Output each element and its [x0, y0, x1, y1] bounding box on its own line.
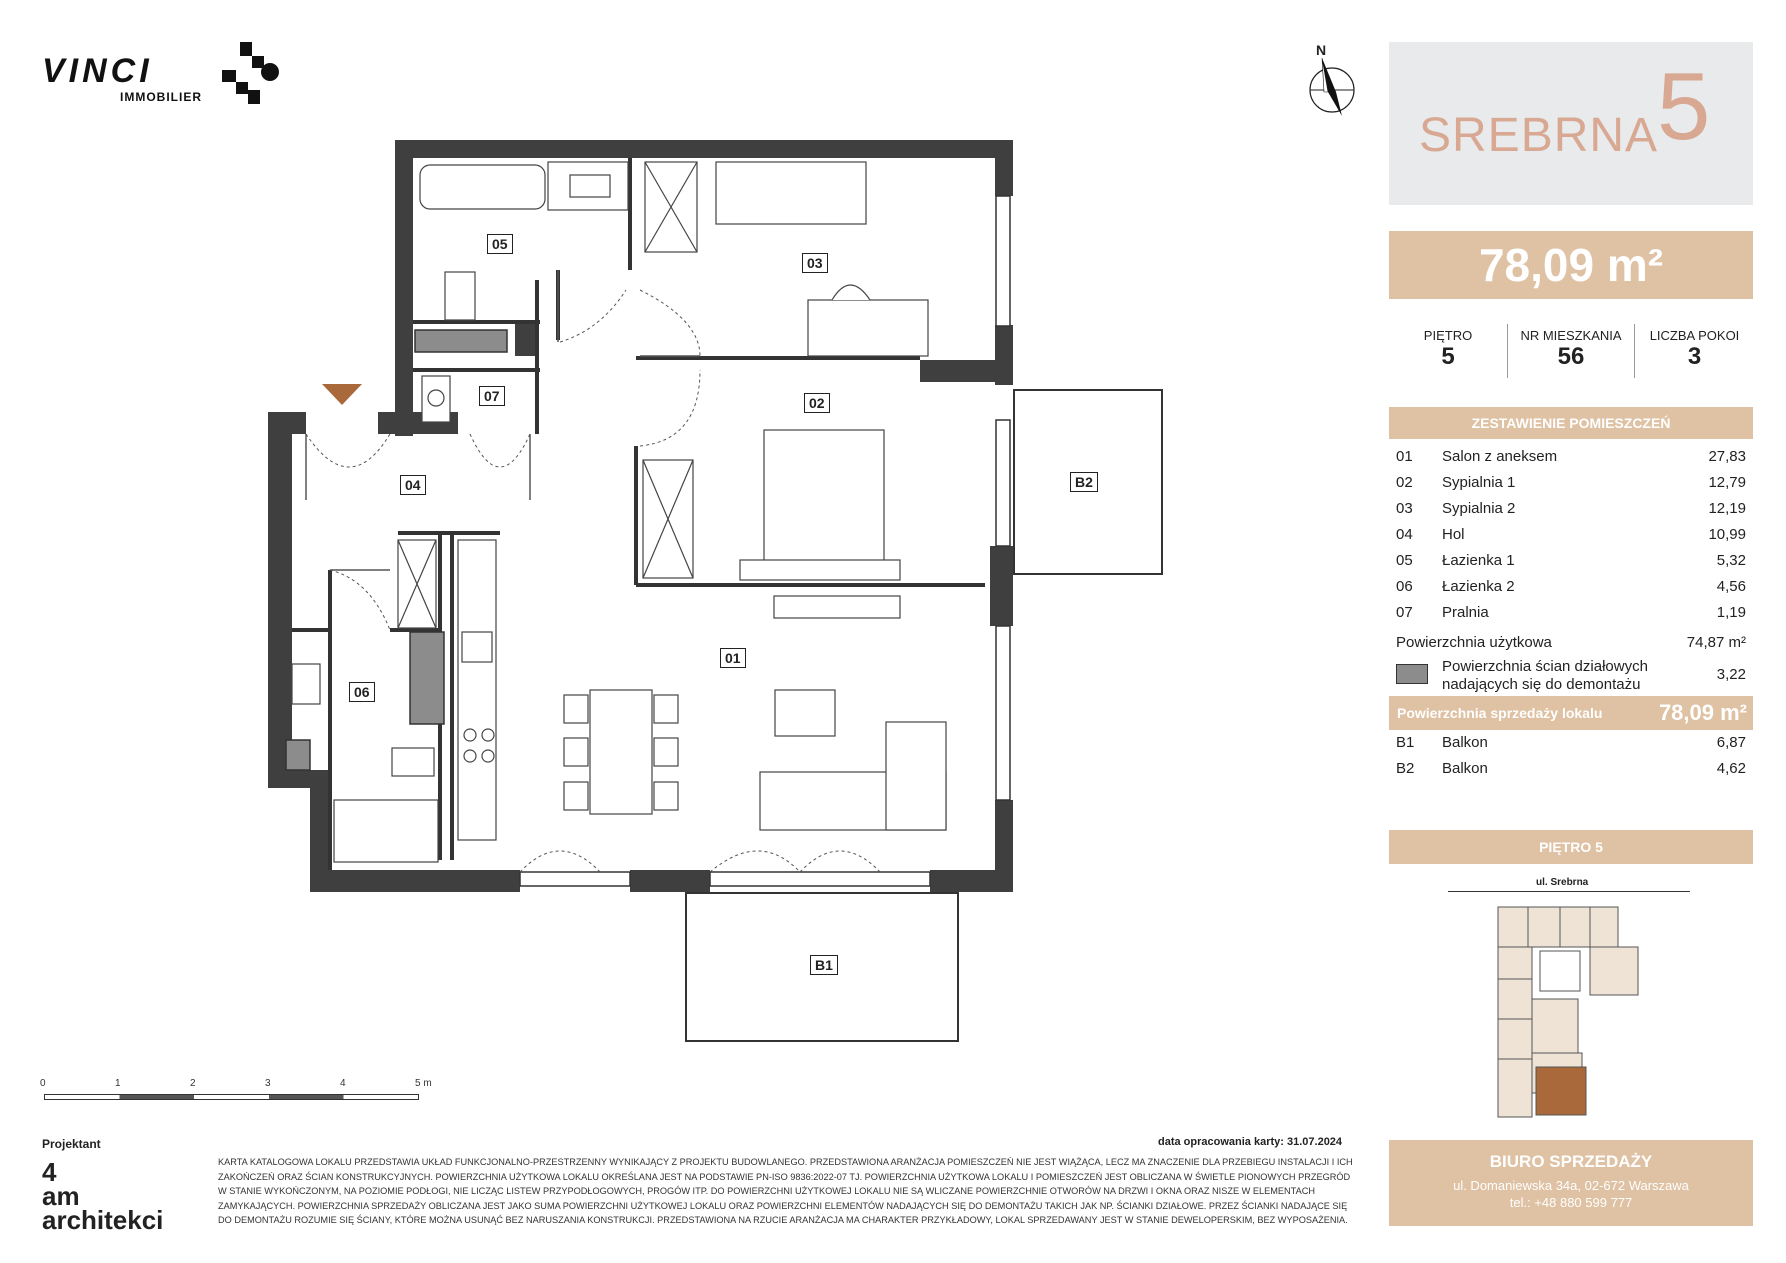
wall-area-label-line1: Powierzchnia ścian działowych [1442, 658, 1648, 675]
room-num: 01 [1396, 448, 1413, 465]
room-row [1396, 552, 1746, 574]
room-row [1396, 578, 1746, 600]
logo-wordmark: VINCI [42, 52, 153, 90]
street-line [1448, 891, 1690, 892]
room-name: Hol [1442, 526, 1465, 543]
balcony-label-b2: B2 [1070, 472, 1098, 492]
scale-tick-4: 4 [340, 1078, 346, 1089]
stat-divider [1634, 324, 1635, 378]
office-title: BIURO SPRZEDAŻY [1489, 1152, 1653, 1171]
disclaimer-line: DO DEMONTAŻU ROZUMIE SIĘ ŚCIANY, KTÓRE MOŻNA USUNĄĆ BEZ NARUSZANIA KONSTRUKCJI. PRZEDSTAWIONA NA RZUCIE ARANŻACJA MA CHARAKTER PRZYKŁADOWY, LOKAL SPRZEDAWANY JEST W STANIE DEWELOPERSKIM, BEZ WYPOSAŻENIA. [218, 1215, 1348, 1225]
stat-rooms-value: 3 [1687, 343, 1702, 370]
door-leaves [306, 270, 700, 570]
stat-apartment-label: NR MIESZKANIA [1520, 328, 1622, 343]
disclaimer-line: W STANIE WYKOŃCZONYM, NA POZIOMIE PODŁOGI, NIE LICZĄC LISTEW PRZYPODŁOGOWYCH, PROGÓW ITP. DO POWIERZCHNI UŻYTKOWEJ LOKALU NIE SĄ WLICZANE POWIERZCHNIE OTWORÓW NA DRZWI I OKNA ORAZ NISZE W ELEMENTACH [218, 1186, 1315, 1196]
designer-line1: 4 [42, 1157, 57, 1187]
scale-tick-5: 5 m [415, 1078, 432, 1089]
balcony-num: B1 [1396, 734, 1415, 751]
wall-area-label [1442, 658, 1648, 694]
stat-floor-label: PIĘTRO [1423, 328, 1473, 343]
street-label: ul. Srebrna [1536, 877, 1589, 888]
room-num: 02 [1396, 474, 1413, 491]
sales-office [1389, 1140, 1753, 1226]
brand-name: SREBRNA [1419, 109, 1659, 162]
designer-line2: am [42, 1181, 80, 1211]
stat-rooms [1636, 328, 1753, 371]
room-area: 27,83 [1708, 448, 1746, 465]
stat-divider [1507, 324, 1508, 378]
stat-floor [1389, 328, 1507, 371]
compass-north-label: N [1316, 42, 1327, 58]
room-name: Sypialnia 2 [1442, 500, 1516, 517]
entrance-marker-icon [322, 384, 362, 405]
stat-apartment-value: 56 [1557, 343, 1585, 370]
balcony-name: Balkon [1442, 734, 1488, 751]
furniture [292, 162, 946, 862]
key-plan [1440, 875, 1690, 1125]
room-area: 12,19 [1708, 500, 1746, 517]
designer-logo [42, 1157, 192, 1235]
total-area: 78,09 m² [1389, 231, 1753, 299]
stats-row [1389, 320, 1753, 380]
room-num: 07 [1396, 604, 1413, 621]
room-num: 05 [1396, 552, 1413, 569]
room-name: Sypialnia 1 [1442, 474, 1516, 491]
office-address: ul. Domaniewska 34a, 02-672 Warszawa [1453, 1178, 1689, 1193]
scale-tick-0: 0 [40, 1078, 46, 1089]
room-row [1396, 500, 1746, 522]
room-area: 5,32 [1716, 552, 1746, 569]
usable-area-row [1396, 634, 1746, 656]
card-date: data opracowania karty: 31.07.2024 [1158, 1136, 1343, 1148]
scale-tick-2: 2 [190, 1078, 196, 1089]
disclaimer-line: KARTA KATALOGOWA LOKALU PRZEDSTAWIA UKŁAD FUNKCJONALNO-PRZESTRZENNY WYNIKAJĄCY Z PROJEKTU BUDOWLANEGO. PRZEDSTAWIONA ARANŻACJA POMIESZCZEŃ NIE JEST WIĄŻĄCA, LECZ MA ZNACZENIE DLA PRZEBIEGU INSTALACJI I ICH [218, 1157, 1353, 1167]
apartment-highlight [1536, 1067, 1586, 1115]
room-label-05: 05 [487, 234, 513, 254]
sale-area-value: 78,09 m² [1658, 700, 1747, 725]
floor-bar: PIĘTRO 5 [1389, 830, 1753, 864]
balcony-name: Balkon [1442, 760, 1488, 777]
disclaimer-line: ZAMYKAJĄCYCH. POWIERZCHNIA SPRZEDAŻY OBLICZANA JEST JAKO SUMA POWIERZCHNI UŻYTKOWEJ LOKALU ORAZ POWIERZCHNI ELEMENTÓW NADAJĄCYCH SIĘ DO DEMONTAŻU TAKICH JAK NP. ŚCIANKI DZIAŁOWE. PRZEZ ŚCIANKI NADAJĄCE SIĘ [218, 1200, 1348, 1211]
balcony-area: 4,62 [1716, 760, 1746, 777]
wall-area-value: 3,22 [1716, 666, 1746, 683]
designer-label: Projektant [42, 1137, 101, 1151]
usable-area-value: 74,87 m² [1686, 634, 1746, 651]
balcony-label-b1: B1 [810, 955, 838, 975]
room-label-04: 04 [400, 475, 426, 495]
wall-area-label-line2: nadających się do demontażu [1442, 676, 1641, 693]
designer-line3: architekci [42, 1205, 164, 1235]
room-area: 12,79 [1708, 474, 1746, 491]
room-name: Łazienka 1 [1442, 552, 1515, 569]
balcony-row [1396, 760, 1746, 782]
scale-tick-1: 1 [115, 1078, 121, 1089]
room-label-02: 02 [804, 393, 830, 413]
room-row [1396, 448, 1746, 470]
disclaimer [218, 1155, 1358, 1228]
room-name: Salon z aneksem [1442, 448, 1558, 465]
brand-number: 5 [1657, 53, 1711, 160]
room-label-06: 06 [349, 682, 375, 702]
room-label-03: 03 [802, 253, 828, 273]
scale-tick-3: 3 [265, 1078, 271, 1089]
compass-icon [1302, 52, 1362, 118]
logo-subtitle: IMMOBILIER [120, 90, 202, 104]
sale-area-bar [1389, 696, 1753, 730]
office-phone: tel.: +48 880 599 777 [1509, 1195, 1633, 1210]
stat-floor-value: 5 [1441, 343, 1455, 370]
stat-apartment [1509, 328, 1633, 371]
room-name: Łazienka 2 [1442, 578, 1515, 595]
disclaimer-line: ZAKOŃCZEŃ ORAZ ŚCIAN KONSTRUKCYJNYCH. POWIERZCHNIA UŻYTKOWA LOKALU OKREŚLANA JEST NA PODSTAWIE PN-ISO 9836:2022-07 TJ. POWIERZCHNIA UŻYTKOWA LOKALU I POMIESZCZEŃ JEST OBLICZANA W ŚWIETLE PIONOWYCH PRZEGRÓD [218, 1171, 1351, 1182]
scale-bar [40, 1078, 440, 1108]
usable-area-label: Powierzchnia użytkowa [1396, 634, 1552, 651]
wall-legend-swatch [1396, 664, 1428, 684]
balcony-num: B2 [1396, 760, 1415, 777]
room-area: 4,56 [1716, 578, 1746, 595]
room-num: 04 [1396, 526, 1413, 543]
room-num: 06 [1396, 578, 1413, 595]
balcony-area: 6,87 [1716, 734, 1746, 751]
balcony-row [1396, 734, 1746, 756]
room-label-07: 07 [479, 386, 505, 406]
brand-box [1389, 42, 1753, 205]
room-row [1396, 474, 1746, 496]
sale-area-label: Powierzchnia sprzedaży lokalu [1397, 705, 1603, 721]
room-row [1396, 526, 1746, 548]
room-row [1396, 604, 1746, 626]
stat-rooms-label: LICZBA POKOI [1649, 328, 1740, 343]
scale-bar-graphic [44, 1094, 419, 1100]
room-area: 10,99 [1708, 526, 1746, 543]
key-plan-graphic [1480, 899, 1650, 1119]
room-label-01: 01 [720, 648, 746, 668]
room-name: Pralnia [1442, 604, 1489, 621]
rooms-title: ZESTAWIENIE POMIESZCZEŃ [1389, 407, 1753, 439]
room-area: 1,19 [1716, 604, 1746, 621]
room-num: 03 [1396, 500, 1413, 517]
wall-area-row [1396, 658, 1746, 698]
north-compass [1302, 42, 1362, 118]
